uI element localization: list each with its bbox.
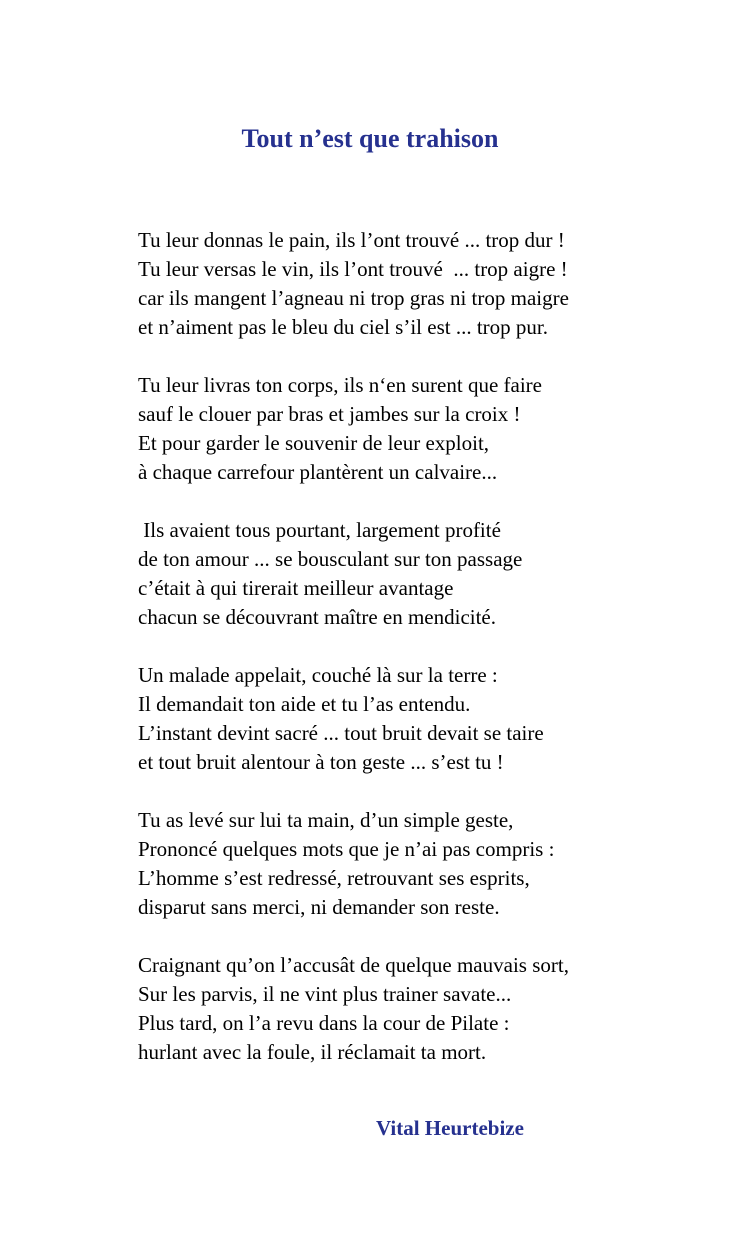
poem-line: hurlant avec la foule, il réclamait ta mort.: [138, 1040, 487, 1064]
poem-line: sauf le clouer par bras et jambes sur la croix !: [138, 402, 521, 426]
poem-line: à chaque carrefour plantèrent un calvaire...: [138, 460, 498, 484]
stanza-3: [138, 516, 738, 632]
poem-line: Tu leur donnas le pain, ils l’ont trouvé ... trop dur !: [138, 228, 565, 252]
poem-line: Et pour garder le souvenir de leur exploit,: [138, 431, 490, 455]
poem-line: Sur les parvis, il ne vint plus trainer savate...: [138, 982, 512, 1006]
poem-line: Craignant qu’on l’accusât de quelque mauvais sort,: [138, 953, 569, 977]
poem-line: et n’aiment pas le bleu du ciel s’il est ... trop pur.: [138, 315, 548, 339]
poem-line: Plus tard, on l’a revu dans la cour de Pilate :: [138, 1011, 510, 1035]
poem-line: Tu leur versas le vin, ils l’ont trouvé ... trop aigre !: [138, 257, 568, 281]
poem-body: [138, 226, 738, 1096]
poem-line: car ils mangent l’agneau ni trop gras ni trop maigre: [138, 286, 569, 310]
poem-line: Ils avaient tous pourtant, largement profité: [138, 518, 501, 542]
poem-line: Un malade appelait, couché là sur la terre :: [138, 663, 498, 687]
poem-line: Prononcé quelques mots que je n’ai pas compris :: [138, 837, 555, 861]
poem-line: chacun se découvrant maître en mendicité.: [138, 605, 497, 629]
poem-line: disparut sans merci, ni demander son reste.: [138, 895, 500, 919]
poem-line: Tu as levé sur lui ta main, d’un simple geste,: [138, 808, 514, 832]
poem-title: Tout n’est que trahison: [241, 124, 499, 153]
stanza-1: [138, 226, 738, 342]
poem-line: Tu leur livras ton corps, ils n‘en surent que faire: [138, 373, 542, 397]
poem-line: c’était à qui tirerait meilleur avantage: [138, 576, 454, 600]
stanza-2: [138, 371, 738, 487]
poem-line: de ton amour ... se bousculant sur ton passage: [138, 547, 523, 571]
stanza-4: [138, 661, 738, 777]
stanza-5: [138, 806, 738, 922]
poem-line: L’instant devint sacré ... tout bruit devait se taire: [138, 721, 544, 745]
poem-line: Il demandait ton aide et tu l’as entendu.: [138, 692, 471, 716]
author-signature: Vital Heurtebize: [376, 1116, 524, 1140]
poem-line: L’homme s’est redressé, retrouvant ses esprits,: [138, 866, 530, 890]
poem-line: et tout bruit alentour à ton geste ... s’est tu !: [138, 750, 504, 774]
stanza-6: [138, 951, 738, 1067]
